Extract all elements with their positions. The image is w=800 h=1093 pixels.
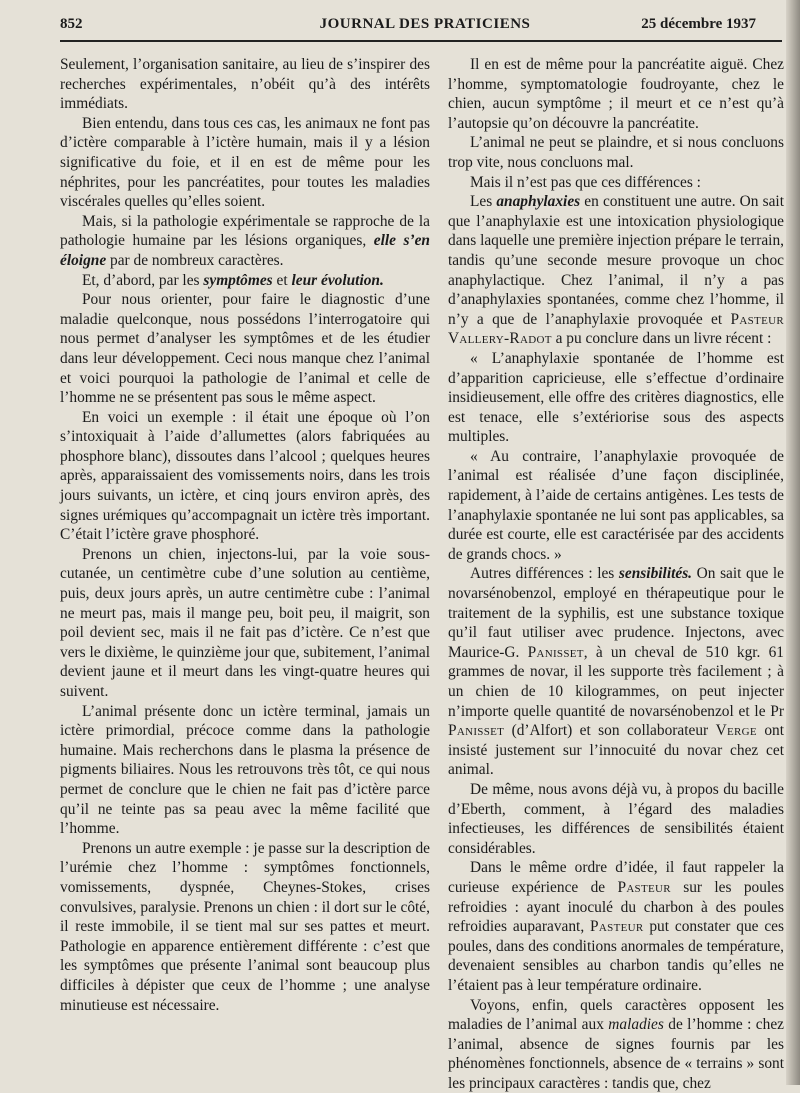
text-run: ont insisté justement sur l’innocuité du novar chez cet animal. bbox=[448, 722, 784, 778]
paragraph bbox=[60, 212, 430, 271]
text-run: Dans le même ordre d’idée, il faut rappeler la curieuse expérience de bbox=[448, 859, 784, 896]
header-rule bbox=[60, 40, 782, 42]
paragraph: Mais il n’est pas que ces différences : bbox=[448, 173, 784, 193]
emphasis: symptômes bbox=[203, 272, 272, 289]
emphasis: anaphylaxies bbox=[496, 193, 580, 210]
text-run: Voyons, enfin, quels caractères opposent les maladies de l’animal aux bbox=[448, 997, 784, 1034]
issue-date: 25 décembre 1937 bbox=[641, 16, 756, 33]
paragraph bbox=[448, 192, 784, 349]
paragraph: Il en est de même pour la pancréatite aiguë. Chez l’homme, symptomatologie foudroyante, chez le chien, aucun symptôme ; il meurt et ce n’est qu’à l’autopsie qu’on découvre la pancréatite. bbox=[448, 55, 784, 133]
author-name: Pasteur bbox=[590, 918, 643, 935]
paragraph: « L’anaphylaxie spontanée de l’homme est d’apparition capricieuse, elle s’effectue d’ordinaire insidieusement, elle offre des critères diagnostics, elle est tenace, elle s’extériorise sous des aspects multiples. bbox=[448, 349, 784, 447]
text-run: par de nombreux caractères. bbox=[110, 252, 283, 269]
text-run: Autres différences : les bbox=[470, 565, 614, 582]
journal-title: JOURNAL DES PRATICIENS bbox=[60, 16, 790, 33]
text-run: Et, d’abord, par les bbox=[82, 272, 200, 289]
paragraph: Prenons un chien, injectons-lui, par la voie sous-cutanée, un centimètre cube d’une solution au centième, puis, deux jours après, un autre centimètre cube : l’animal ne meurt pas, mais il mange peu, boit peu, il maigrit, son poil devient sec, mais il ne fait pas d’ictère. Ce n’est que vers le dixième, le quinzième jour que, subitement, l’animal devient jaune et il meurt dans les vingt-quatre heures qui suivent. bbox=[60, 545, 430, 702]
page-edge-shadow bbox=[786, 0, 800, 1085]
emphasis: sensibilités. bbox=[619, 565, 692, 582]
page-number: 852 bbox=[60, 16, 83, 33]
paragraph: L’animal présente donc un ictère terminal, jamais un ictère primordial, précoce comme dans la pathologie humaine. Mais recherchons dans le plasma la présence de pigments biliaires. Nous les retrouvons très tôt, ce qui nous permet de conclure que le chien ne fait pas d’ictère parce qu’il ne teinte pas sa peau avec la même facilité que l’homme. bbox=[60, 702, 430, 839]
paragraph: L’animal ne peut se plaindre, et si nous concluons trop vite, nous concluons mal. bbox=[448, 133, 784, 172]
text-run: de l’homme : chez l’animal, absence de signes fournis par les phénomènes fonctionnels, absence de « terrains » sont les principaux caractères : tandis que, chez bbox=[448, 1016, 784, 1092]
left-column bbox=[60, 55, 430, 1015]
text-run: (d’Alfort) et son collaborateur bbox=[512, 722, 709, 739]
author-name: Panisset bbox=[528, 644, 584, 661]
paragraph: « Au contraire, l’anaphylaxie provoquée de l’animal est réalisée d’une façon disciplinée, rapidement, à l’aide de certains antigènes. Les tests de l’anaphylaxie spontanée ne lui sont pas applicables, sa durée est courte, elle est caractérisée par des accidents de grands chocs. » bbox=[448, 447, 784, 565]
paragraph: Prenons un autre exemple : je passe sur la description de l’urémie chez l’homme : symptômes fonctionnels, vomissements, dyspnée, Cheynes-Stokes, crises convulsives, paralysie. Prenons un chien : il dort sur le côté, il reste immobile, il se tient mal sur ses pattes et meurt. Pathologie en apparence entièrement différente : c’est que les symptômes que présente l’animal sont beaucoup plus difficiles à dépister que ceux de l’homme ; une analyse minutieuse est nécessaire. bbox=[60, 839, 430, 1015]
paragraph: En voici un exemple : il était une époque où l’on s’intoxiquait à l’aide d’allumettes (alors fabriquées au phosphore blanc), dissoutes dans l’alcool ; quelques heures après, apparaissaient des vomissements noirs, dans les trois jours suivants, un ictère, et cinq jours environ après, des signes urémiques qu’accompagnait un ictère très important. C’était l’ictère grave phosphoré. bbox=[60, 408, 430, 545]
paragraph: Pour nous orienter, pour faire le diagnostic d’une maladie quelconque, nous possédons l’interrogatoire qui nous permet d’analyser les symptômes et de les étudier dans leur développement. Ceci nous manque chez l’animal et voici pourquoi la pathologie de l’animal et celle de l’homme ne se présentent pas sous le même aspect. bbox=[60, 290, 430, 408]
author-name: Panisset bbox=[448, 722, 504, 739]
text-run: On sait que le novarsénobenzol, employé en thérapeutique pour le traitement de la syphilis, est une substance toxique qu’il faut utiliser avec prudence. Injectons, avec Maurice-G. bbox=[448, 565, 784, 660]
text-run: Mais, si la pathologie expérimentale se rapproche de la pathologie humaine par les lésions organiques, bbox=[60, 213, 430, 250]
author-name: Pasteur bbox=[617, 879, 670, 896]
text-run: Les bbox=[470, 193, 492, 210]
text-run: sur les poules refroidies : ayant inoculé du charbon à des poules refroidies auparavant, bbox=[448, 879, 784, 935]
text-run: , à un cheval de 510 kgr. 61 grammes de novar, il les supporte très facilement ; à un chien de 10 kilogrammes, on peut injecter n’importe quelle quantité de novarsénobenzol et le Pr bbox=[448, 644, 784, 720]
text-run: en constituent une autre. On sait que l’anaphylaxie est une intoxication physiologique dans laquelle une première injection prépare le terrain, tandis qu’une seconde mesure provoque un choc anaphylactique. Chez l’animal, il n’y a pas d’anaphylaxies spontanées, comme chez l’homme, il n’y a que de l’anaphylaxie provoquée et bbox=[448, 193, 784, 328]
paragraph bbox=[60, 271, 430, 291]
paragraph bbox=[448, 996, 784, 1093]
paragraph: Bien entendu, dans tous ces cas, les animaux ne font pas d’ictère comparable à l’ictère humain, mais il y a lésion significative du foie, et il en est de même pour les néphrites, pour les pancréatites, pour toutes les maladies viscérales quelles qu’elles soient. bbox=[60, 114, 430, 212]
emphasis: elle s’en éloigne bbox=[60, 232, 430, 269]
author-name: Verge bbox=[716, 722, 757, 739]
text-run: a pu conclure dans un livre récent : bbox=[556, 330, 772, 347]
paragraph bbox=[448, 858, 784, 995]
emphasis: leur évolution. bbox=[291, 272, 383, 289]
paragraph: De même, nous avons déjà vu, à propos du bacille d’Eberth, comment, à l’égard des maladies infectieuses, les différences de sensibilités étaient considérables. bbox=[448, 780, 784, 858]
author-name: Pasteur Vallery-Radot bbox=[448, 311, 784, 348]
page-header bbox=[60, 14, 790, 40]
paragraph bbox=[448, 564, 784, 780]
paragraph: Seulement, l’organisation sanitaire, au lieu de s’inspirer des recherches expérimentales, n’obéit qu’à des intérêts immédiats. bbox=[60, 55, 430, 114]
text-run: et bbox=[277, 272, 288, 289]
emphasis: maladies bbox=[608, 1016, 664, 1033]
text-run: put constater que ces poules, dans des conditions anormales de température, devenaient sensibles au charbon tandis qu’elles ne l’étaient pas à leur température ordinaire. bbox=[448, 918, 784, 994]
right-column bbox=[448, 55, 784, 1093]
